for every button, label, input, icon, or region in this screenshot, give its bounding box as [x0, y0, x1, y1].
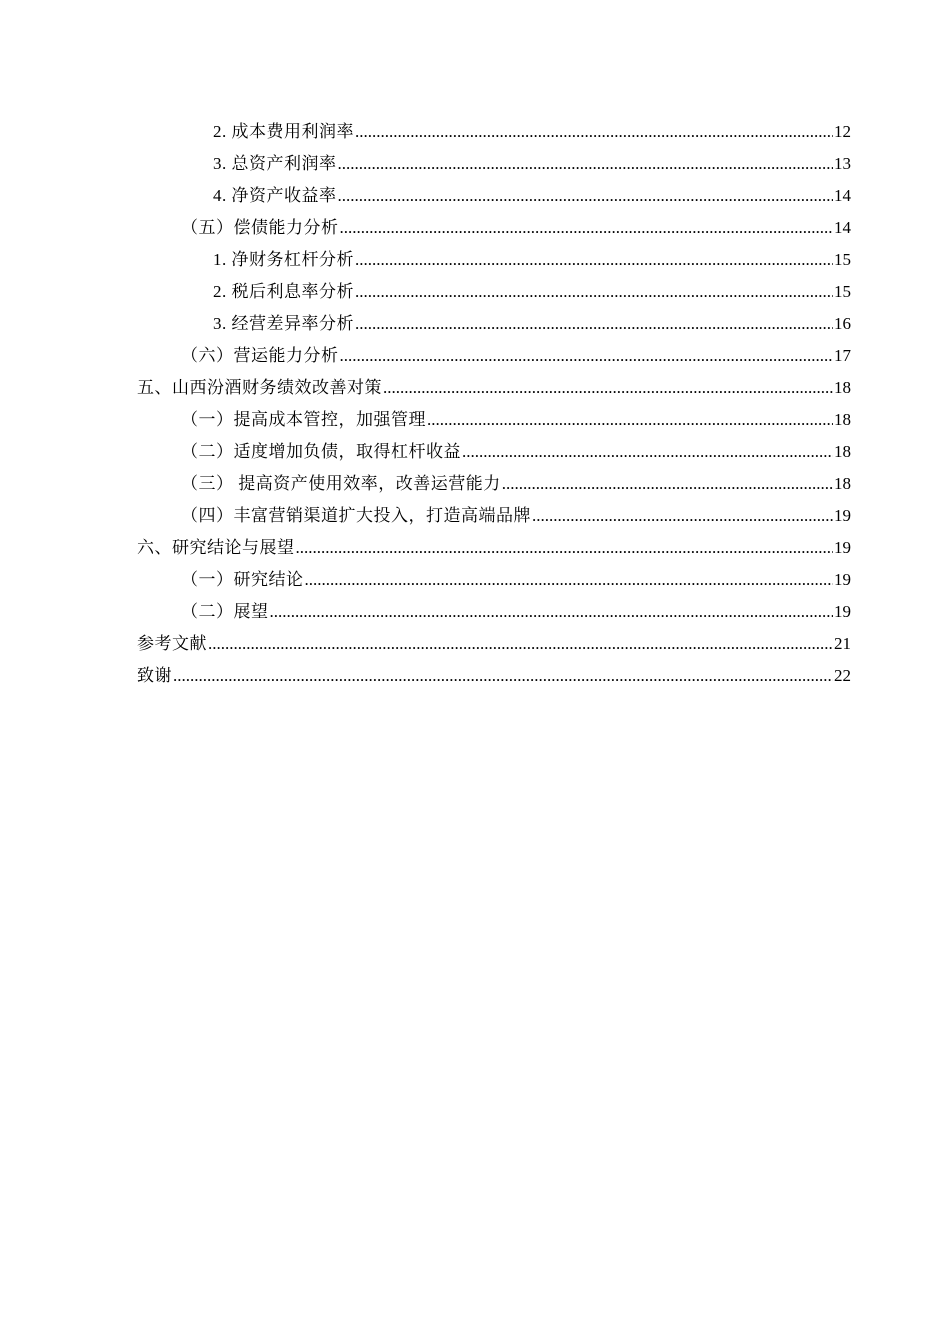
toc-entry-title: （三） 提高资产使用效率，改善运营能力 — [181, 474, 501, 493]
toc-entry-title: （二）展望 — [181, 602, 269, 621]
toc-page-number: 18 — [834, 378, 851, 397]
toc-page-number: 19 — [834, 602, 851, 621]
toc-entry[interactable] — [137, 276, 851, 308]
toc-page-number: 19 — [834, 538, 851, 557]
toc-entry[interactable] — [137, 660, 851, 692]
toc-dot-leader — [532, 500, 833, 532]
toc-dot-leader — [340, 212, 834, 244]
toc-page-number: 17 — [834, 346, 851, 365]
toc-dot-leader — [296, 532, 834, 564]
toc-page-number: 14 — [834, 186, 851, 205]
toc-dot-leader — [502, 468, 833, 500]
toc-page-number: 18 — [834, 410, 851, 429]
toc-entry-title: （五）偿债能力分析 — [181, 218, 339, 237]
table-of-contents — [137, 116, 851, 692]
toc-entry[interactable] — [137, 308, 851, 340]
toc-page-number: 16 — [834, 314, 851, 333]
toc-entry[interactable] — [137, 468, 851, 500]
toc-entry[interactable] — [137, 404, 851, 436]
toc-entry-title: （六）营运能力分析 — [181, 346, 339, 365]
toc-entry[interactable] — [137, 212, 851, 244]
toc-page-number: 22 — [834, 666, 851, 685]
toc-entry-title: （一）提高成本管控，加强管理 — [181, 410, 426, 429]
toc-entry-title: （一）研究结论 — [181, 570, 304, 589]
toc-dot-leader — [270, 596, 834, 628]
toc-entry-title: 致谢 — [137, 666, 172, 685]
toc-entry[interactable] — [137, 244, 851, 276]
toc-entry-title: 3. 经营差异率分析 — [213, 314, 354, 333]
toc-dot-leader — [355, 308, 833, 340]
toc-entry[interactable] — [137, 500, 851, 532]
toc-dot-leader — [305, 564, 834, 596]
toc-page-number: 21 — [834, 634, 851, 653]
toc-dot-leader — [355, 244, 833, 276]
toc-dot-leader — [427, 404, 833, 436]
toc-entry-title: 五、山西汾酒财务绩效改善对策 — [137, 378, 382, 397]
toc-entry-title: 3. 总资产利润率 — [213, 154, 337, 173]
toc-dot-leader — [383, 372, 833, 404]
toc-page-number: 19 — [834, 570, 851, 589]
toc-page-number: 14 — [834, 218, 851, 237]
toc-entry[interactable] — [137, 596, 851, 628]
toc-dot-leader — [462, 436, 833, 468]
toc-dot-leader — [340, 340, 834, 372]
toc-entry-title: （四）丰富营销渠道扩大投入，打造高端品牌 — [181, 506, 531, 525]
toc-entry[interactable] — [137, 564, 851, 596]
toc-dot-leader — [338, 180, 834, 212]
toc-entry[interactable] — [137, 532, 851, 564]
toc-entry[interactable] — [137, 116, 851, 148]
toc-page-number: 13 — [834, 154, 851, 173]
toc-entry[interactable] — [137, 628, 851, 660]
toc-dot-leader — [173, 660, 833, 692]
toc-page-number: 19 — [834, 506, 851, 525]
toc-page-number: 12 — [834, 122, 851, 141]
toc-entry-title: 2. 成本费用利润率 — [213, 122, 354, 141]
toc-entry[interactable] — [137, 180, 851, 212]
toc-entry[interactable] — [137, 372, 851, 404]
toc-page-number: 15 — [834, 282, 851, 301]
toc-dot-leader — [208, 628, 833, 660]
toc-dot-leader — [355, 116, 833, 148]
toc-page-number: 15 — [834, 250, 851, 269]
toc-dot-leader — [338, 148, 834, 180]
toc-entry[interactable] — [137, 340, 851, 372]
toc-entry-title: 参考文献 — [137, 634, 207, 653]
toc-entry-title: （二）适度增加负债，取得杠杆收益 — [181, 442, 461, 461]
toc-entry-title: 1. 净财务杠杆分析 — [213, 250, 354, 269]
toc-entry[interactable] — [137, 148, 851, 180]
toc-entry[interactable] — [137, 436, 851, 468]
toc-dot-leader — [355, 276, 833, 308]
toc-entry-title: 六、研究结论与展望 — [137, 538, 295, 557]
toc-page-number: 18 — [834, 474, 851, 493]
toc-entry-title: 4. 净资产收益率 — [213, 186, 337, 205]
toc-entry-title: 2. 税后利息率分析 — [213, 282, 354, 301]
toc-page-number: 18 — [834, 442, 851, 461]
